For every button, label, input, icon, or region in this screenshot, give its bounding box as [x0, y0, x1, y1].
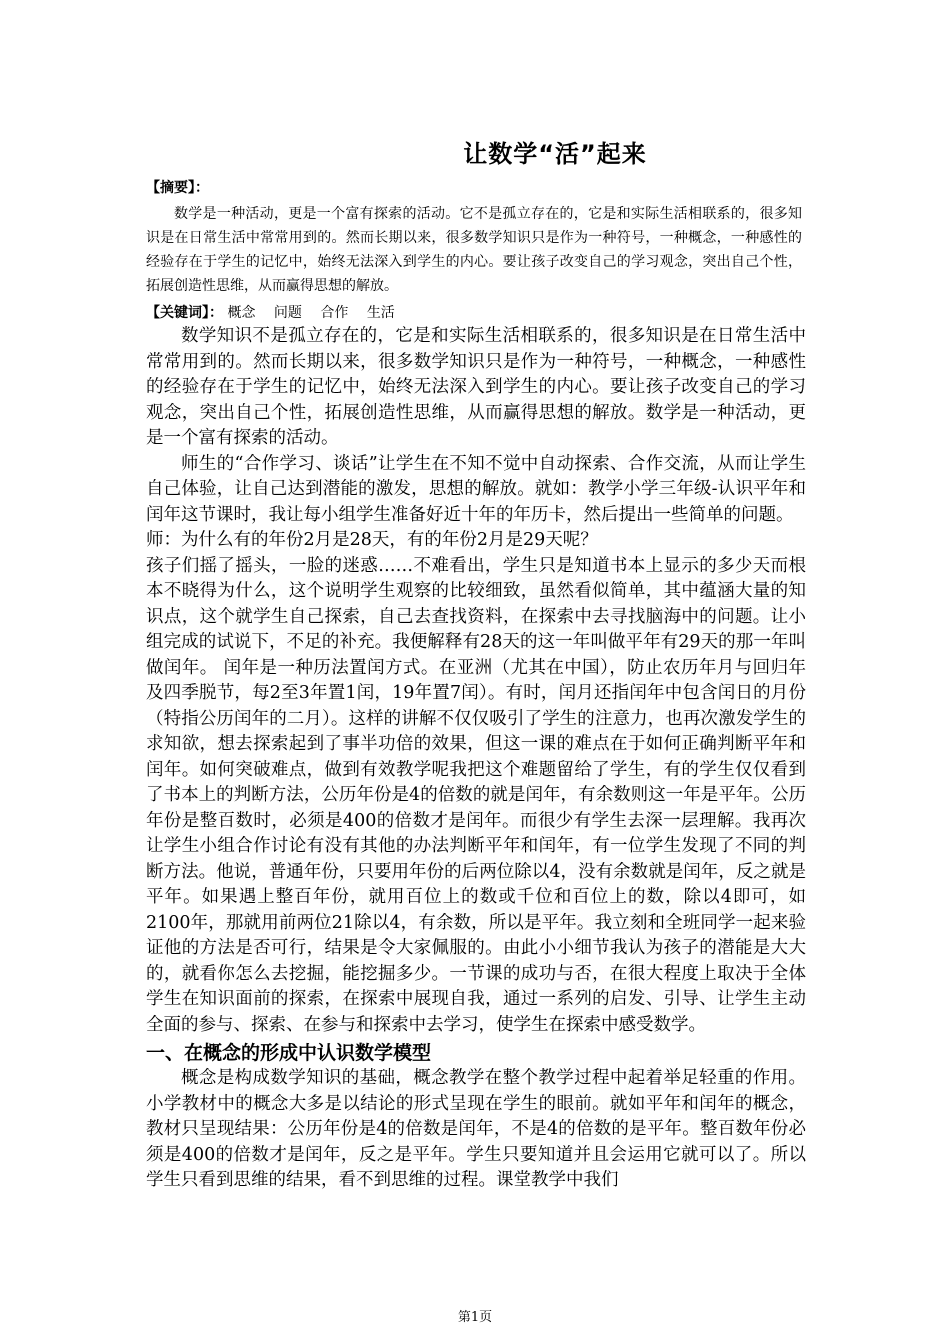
keyword: 生活 [366, 305, 395, 321]
keyword: 概念 [227, 305, 256, 321]
body-paragraph: 孩子们摇了摇头，一脸的迷惑……不难看出，学生只是知道书本上显示的多少天而根本不晓得为什么，这个说明学生观察的比较细致，虽然看似简单，其中蕴涵大量的知识点，这个就学生自己探索，自己去查找资料，在探索中去寻找脑海中的问题。让小组完成的试说下，不足的补充。我便解释有28天的这一年叫做平年有29天的那一年叫做闰年。 闰年是一种历法置闰方式。在亚洲（尤其在中国），防止农历年月与回归年及四季脱节，每2至3年置1闰，19年置7闰）。有时，闰月还指闰年中包含闰日的月份（特指公历闰年的二月）。这样的讲解不仅仅吸引了学生的注意力，也再次激发学生的求知欲，想去探索起到了事半功倍的效果，但这一课的难点在于如何正确判断平年和闰年。如何突破难点，做到有效教学呢我把这个难题留给了学生，有的学生仅仅看到了书本上的判断方法，公历年份是4的倍数的就是闰年，有余数则这一年是平年。公历年份是整百数时，必须是400的倍数才是闰年。而很少有学生去深一层理解。我再次让学生小组合作讨论有没有其他的办法判断平年和闰年，有一位学生发现了不同的判断方法。他说，普通年份，只要用年份的后两位除以4，没有余数就是闰年，反之就是平年。如果遇上整百年份，就用百位上的数或千位和百位上的数，除以4即可，如2100年，那就用前两位21除以4，有余数，所以是平年。我立刻和全班同学一起来验证他的方法是否可行，结果是令大家佩服的。由此小小细节我认为孩子的潜能是大大的，就看你怎么去挖掘，能挖掘多少。一节课的成功与否，在很大程度上取决于全体学生在知识面前的探索，在探索中展现自我，通过一系列的启发、引导、让学生主动全面的参与、探索、在参与和探索中去学习，使学生在探索中感受数学。 [146, 555, 806, 1035]
section-heading: 一、在概念的形成中认识数学模型 [146, 1042, 432, 1064]
keyword: 问题 [273, 305, 302, 321]
keywords-row [146, 302, 409, 322]
body-paragraph: 师：为什么有的年份2月是28天，有的年份2月是29天呢？ [146, 530, 598, 550]
keywords-label: 【关键词】： [146, 305, 223, 321]
abstract-text: 数学是一种活动，更是一个富有探索的活动。它不是孤立存在的，它是和实际生活相联系的，很多知识是在日常生活中常常用到的。然而长期以来，很多数学知识只是作为一种符号，一种概念，一种感性的经验存在于学生的记忆中，始终无法深入到学生的内心。要让孩子改变自己的学习观念，突出自己个性，拓展创造性思维，从而赢得思想的解放。 [146, 206, 802, 294]
page-number: 第1页 [457, 1310, 493, 1325]
document-title: 让数学“活”起来 [463, 140, 647, 168]
body-paragraph: 师生的“合作学习、谈话”让学生在不知不觉中自动探索、合作交流，从而让学生自己体验，让自己达到潜能的激发，思想的解放。就如：教学小学三年级-认识平年和闰年这节课时，我让每小组学生准备好近十年的年历卡，然后提出一些简单的问题。 [146, 453, 806, 525]
keyword: 合作 [320, 305, 349, 321]
body-paragraph: 概念是构成数学知识的基础，概念教学在整个教学过程中起着举足轻重的作用。小学教材中的概念大多是以结论的形式呈现在学生的眼前。就如平年和闰年的概念，教材只呈现结果：公历年份是4的倍数是闰年，不是4的倍数的是平年。整百数年份必须是400的倍数才是闰年，反之是平年。学生只要知道并且会运用它就可以了。所以学生只看到思维的结果，看不到思维的过程。课堂教学中我们 [146, 1068, 806, 1190]
abstract-label: 【摘要】： [146, 180, 209, 196]
document-body [146, 324, 806, 1194]
body-paragraph: 数学知识不是孤立存在的，它是和实际生活相联系的，很多知识是在日常生活中常常用到的。然而长期以来，很多数学知识只是作为一种符号，一种概念，一种感性的经验存在于学生的记忆中，始终无法深入到学生的内心。要让孩子改变自己的学习观念，突出自己个性，拓展创造性思维，从而赢得思想的解放。数学是一种活动，更是一个富有探索的活动。 [146, 326, 806, 448]
